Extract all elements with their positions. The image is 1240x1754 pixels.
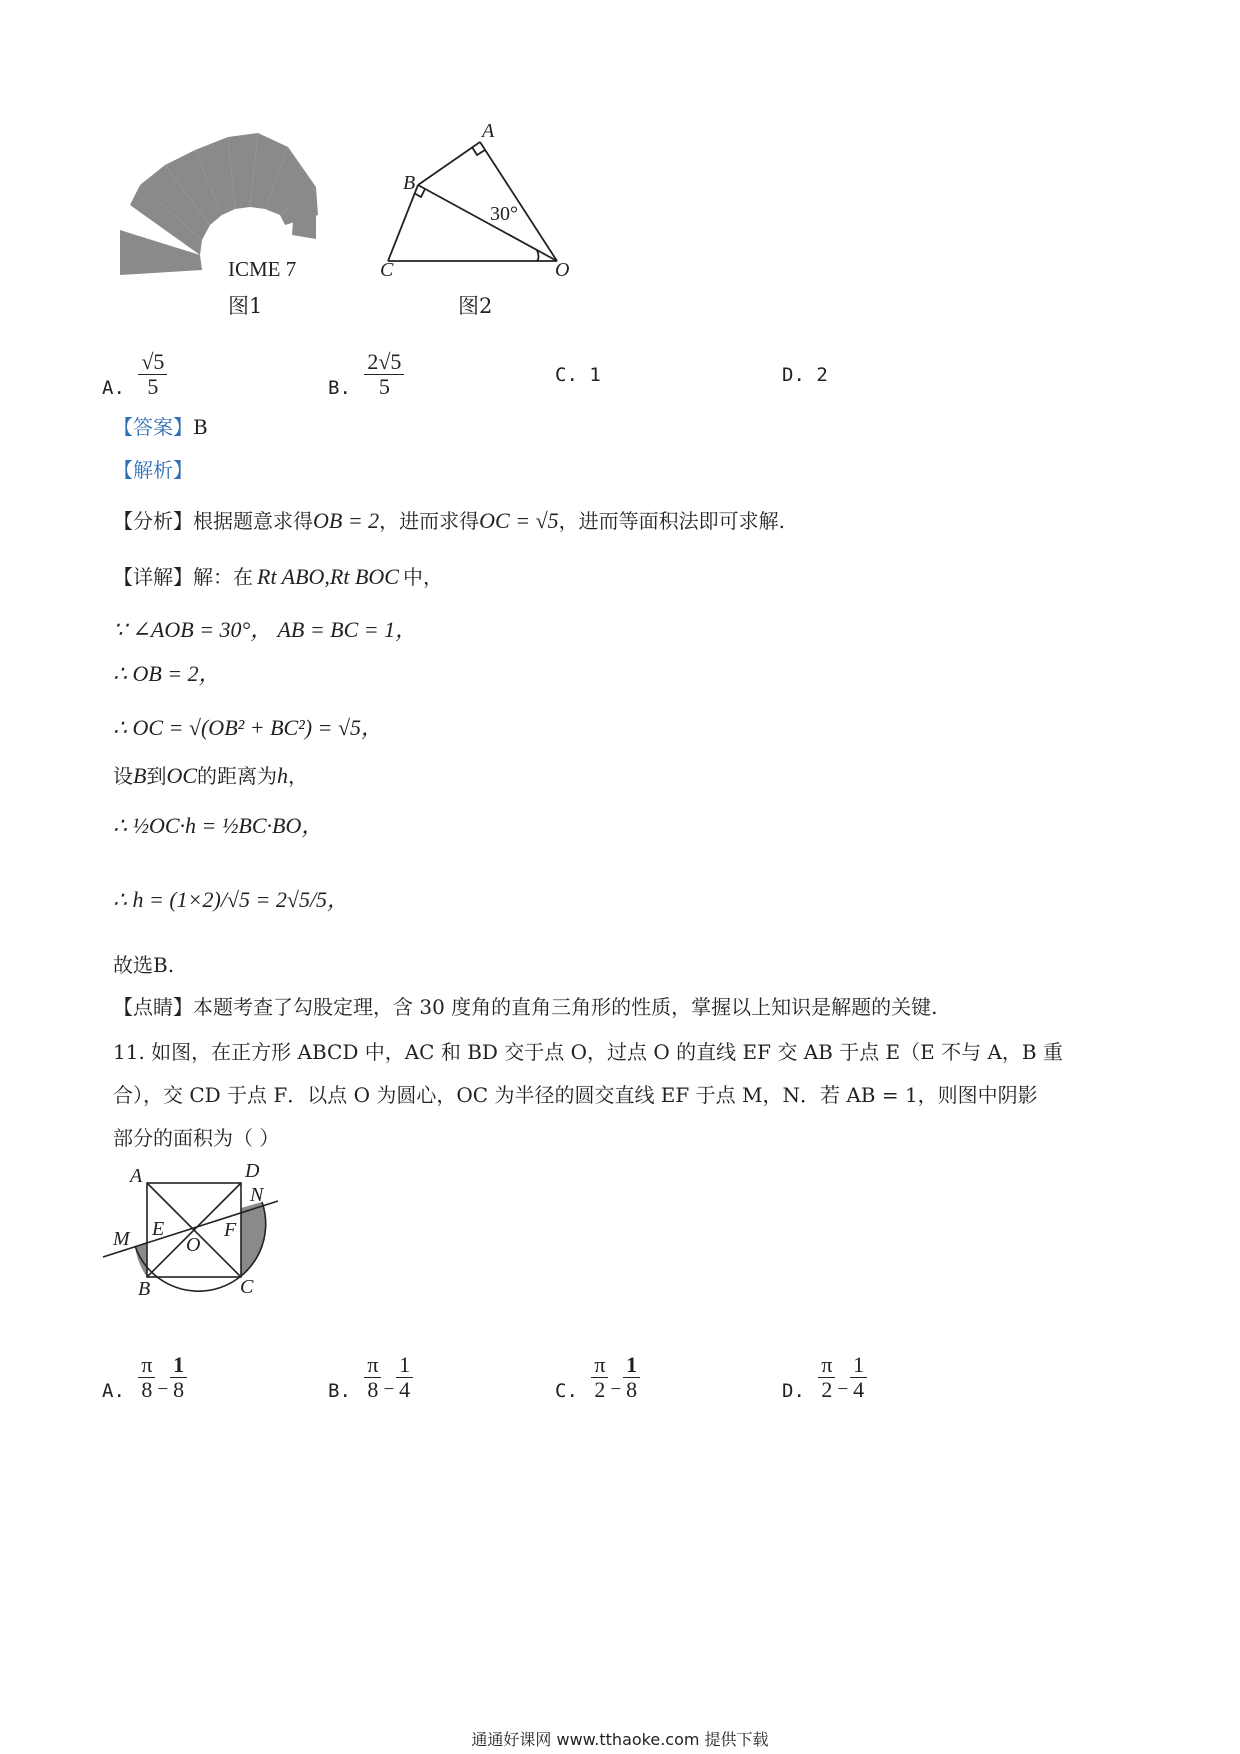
fenxi-math: OC = √5 <box>479 508 559 533</box>
step-3: ∴ OC = √(OB² + BC²) = √5， <box>113 715 384 740</box>
xiangjie-math: Rt ABO,Rt BOC <box>257 564 399 589</box>
q11-line-3: 部分的面积为（ ） <box>113 1126 280 1150</box>
xiangjie-text: 解：在 <box>193 565 253 589</box>
denominator: 8 <box>141 1377 153 1402</box>
fenxi-tag: 【分析】 <box>113 509 193 533</box>
q10-option-a <box>102 350 169 399</box>
numerator: 1 <box>396 1353 413 1378</box>
step-4 <box>113 762 308 790</box>
q11-line-1: 11. 如图，在正方形 ABCD 中，AC 和 BD 交于点 O，过点 O 的直线 EF 交 AB 于点 E（E 不与 A，B 重 <box>113 1040 1063 1064</box>
label-b: B <box>403 172 416 194</box>
option-value: 2 <box>816 364 828 386</box>
icme7-figure <box>120 125 330 285</box>
option-letter: D. <box>782 1380 805 1402</box>
option-letter: A. <box>102 377 125 399</box>
fig3-label-a: A <box>130 1165 143 1187</box>
angle-arc <box>537 250 539 261</box>
option-fraction <box>364 1353 381 1402</box>
step-math: h <box>277 763 289 788</box>
analysis-tag: 【解析】 <box>113 458 193 482</box>
option-fraction <box>591 1353 608 1402</box>
denominator: 4 <box>853 1377 865 1402</box>
numerator: 1 <box>623 1353 640 1378</box>
numerator: 2√5 <box>364 350 404 375</box>
q11-option-b: B. $\frac{\pi}{8}$ − $\frac{1}{4}$ <box>328 1353 415 1402</box>
option-fraction <box>850 1353 867 1402</box>
option-letter: B. <box>328 377 351 399</box>
fenxi-math: OB = 2 <box>313 508 380 533</box>
q10-option-c <box>555 364 601 386</box>
q11-line-2: 合），交 CD 于点 F．以点 O 为圆心，OC 为半径的圆交直线 EF 于点 M，N．若 AB = 1，则图中阴影 <box>113 1083 1038 1107</box>
edge-ao <box>480 142 557 261</box>
step-text: ， <box>288 764 309 788</box>
q11-option-c: C. $\frac{\pi}{2}$ − $\frac{1}{8}$ <box>555 1353 642 1402</box>
numerator: π <box>364 1353 381 1378</box>
edge-bc <box>388 185 418 261</box>
xiangjie-text: 中， <box>402 565 443 589</box>
numerator: √5 <box>138 350 167 375</box>
numerator: π <box>138 1353 155 1378</box>
shaded-right <box>241 1202 266 1277</box>
fenxi-line <box>113 507 785 535</box>
q10-option-d <box>782 364 828 386</box>
answer-line <box>113 413 208 441</box>
numerator: π <box>818 1353 835 1378</box>
label-o: O <box>555 259 570 281</box>
denominator: 4 <box>399 1377 411 1402</box>
step-7: 故选B. <box>113 953 175 977</box>
fig3-label-o: O <box>186 1234 201 1256</box>
option-letter: C. <box>555 1380 578 1402</box>
denominator: 5 <box>378 374 390 399</box>
step-text: 设 <box>113 764 133 788</box>
option-letter: B. <box>328 1380 351 1402</box>
numerator: 1 <box>170 1353 187 1378</box>
denominator: 8 <box>173 1377 185 1402</box>
fig3-label-c: C <box>240 1276 254 1298</box>
edge-bo <box>418 185 557 261</box>
fan-blade <box>292 193 316 239</box>
fig3-label-m: M <box>113 1228 130 1250</box>
fenxi-text: 根据题意求得 <box>193 509 313 533</box>
option-fraction <box>364 350 404 399</box>
step-math: B <box>133 763 147 788</box>
denominator: 2 <box>594 1377 606 1402</box>
xiangjie-line <box>113 563 443 591</box>
option-letter: C. <box>555 364 578 386</box>
fig3-label-d: D <box>245 1160 260 1182</box>
dianjing-text: 本题考查了勾股定理，含 30 度角的直角三角形的性质，掌握以上知识是解题的关键. <box>193 995 938 1019</box>
option-fraction <box>396 1353 413 1402</box>
q11-option-a: A. $\frac{\pi}{8}$ − $\frac{1}{8}$ <box>102 1353 189 1402</box>
step-6: ∴ h = (1×2)/√5 = 2√5/5， <box>113 887 350 912</box>
step-5: ∴ ½OC·h = ½BC·BO， <box>113 813 324 838</box>
step-2: ∴ OB = 2， <box>113 661 221 686</box>
fig1-caption: 图1 <box>228 294 263 318</box>
fig3-label-f: F <box>224 1219 237 1241</box>
angle-label: 30° <box>490 203 518 225</box>
answer-tag: 【答案】 <box>113 415 193 439</box>
numerator: 1 <box>850 1353 867 1378</box>
step-1: ∵ ∠AOB = 30°， AB = BC = 1， <box>113 617 418 642</box>
step-text: 的距离为 <box>197 764 278 788</box>
page-footer: 通通好课网 www.tthaoke.com 提供下载 <box>471 1730 769 1749</box>
triangle-figure <box>380 118 580 288</box>
option-fraction <box>170 1353 187 1402</box>
fig3-label-e: E <box>152 1218 165 1240</box>
option-fraction <box>138 1353 155 1402</box>
fig3-label-b: B <box>138 1278 151 1300</box>
step-math: OC <box>166 763 198 788</box>
fig2-caption: 图2 <box>458 294 493 318</box>
option-letter: D. <box>782 364 805 386</box>
label-a: A <box>482 120 495 142</box>
numerator: π <box>591 1353 608 1378</box>
answer-value: B <box>193 415 208 439</box>
icme7-text: ICME 7 <box>228 257 297 281</box>
label-c: C <box>380 259 394 281</box>
dianjing-line <box>113 993 938 1021</box>
dianjing-tag: 【点睛】 <box>113 995 193 1019</box>
step-text: 到 <box>146 764 167 788</box>
option-value: 1 <box>589 364 601 386</box>
denominator: 2 <box>821 1377 833 1402</box>
denominator: 8 <box>367 1377 379 1402</box>
denominator: 5 <box>147 374 159 399</box>
q11-option-d: D. $\frac{\pi}{2}$ − $\frac{1}{4}$ <box>782 1353 869 1402</box>
option-fraction <box>138 350 167 399</box>
fenxi-text: ，进而等面积法即可求解. <box>558 509 786 533</box>
fig3-label-n: N <box>250 1184 264 1206</box>
option-fraction <box>623 1353 640 1402</box>
option-letter: A. <box>102 1380 125 1402</box>
xiangjie-tag: 【详解】 <box>113 565 193 589</box>
q10-option-b <box>328 350 406 399</box>
edge-ab <box>418 142 480 185</box>
denominator: 8 <box>626 1377 638 1402</box>
option-fraction <box>818 1353 835 1402</box>
fenxi-text: ，进而求得 <box>379 509 480 533</box>
